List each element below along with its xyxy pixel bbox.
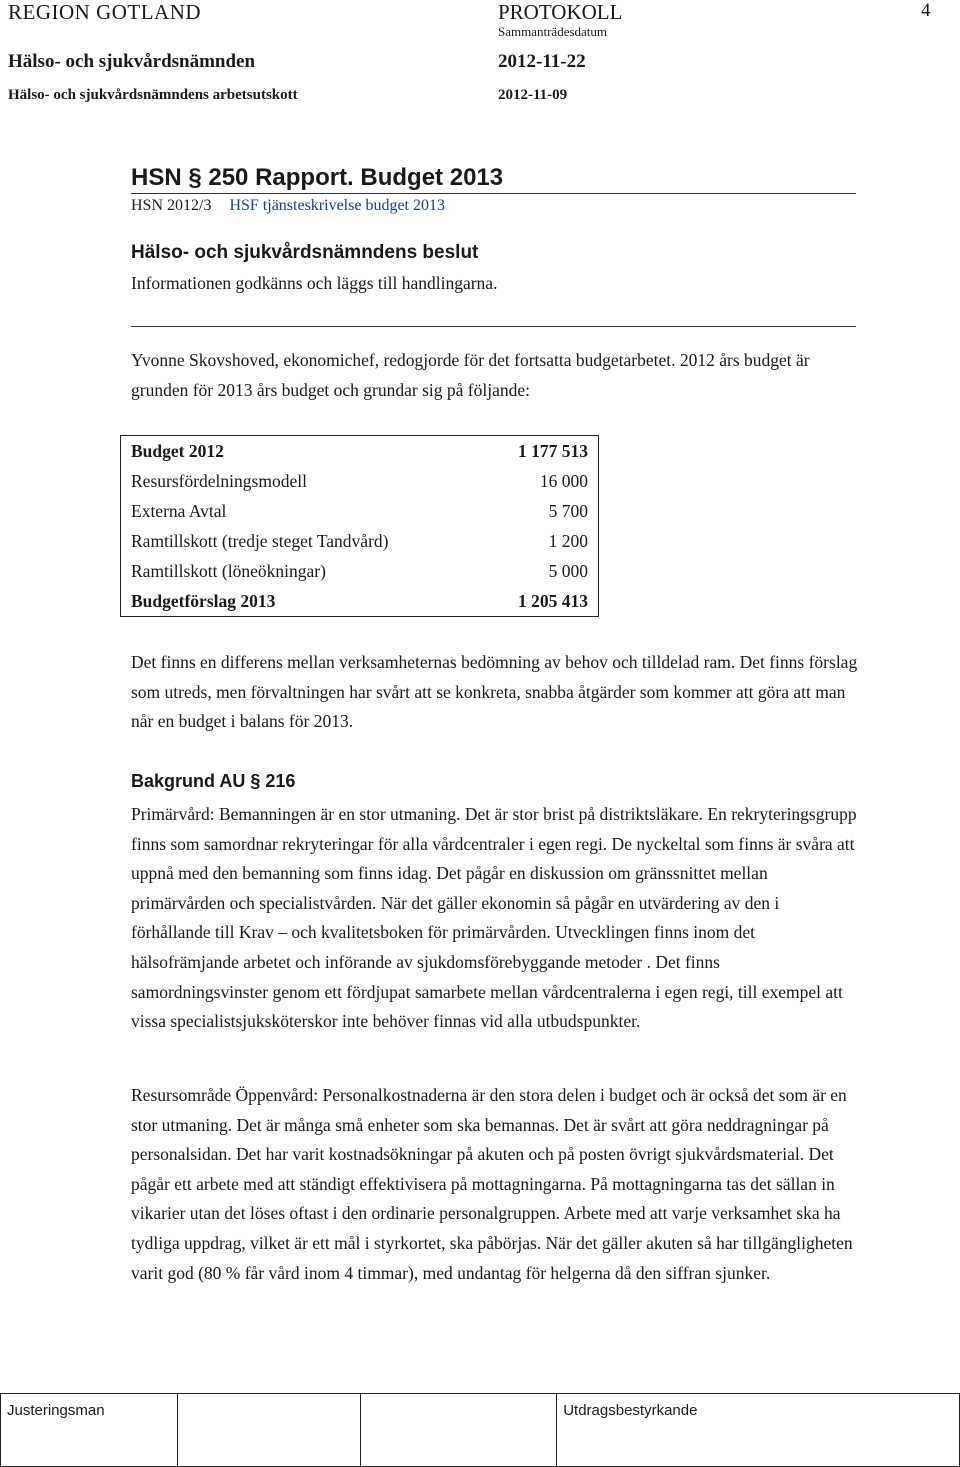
budget-item-amount: 16 000 — [539, 470, 588, 491]
budget-row — [121, 526, 599, 556]
footer-utdragsbestyrkande: Utdragsbestyrkande — [557, 1394, 960, 1467]
open-care-paragraph: Resursområde Öppenvård: Personalkostnaderna är den stora delen i budget och är också det som är en stor utmaning. Det är många små enheter som ska bemannas. Det är svårt att göra neddragningar på personalsidan. Det har varit kostnadsökningar på akuten och på posten övrigt sjukvårdsmaterial. Det pågår ett arbete med att ständigt effektivisera på mottagningarna. På mottagningarna tas det sällan in vikarier utan det löses oftast i den ordinarie personalgruppen. Arbete med att varje verksamhet ska ha tydliga uppdrag, vilket är ett mål i styrkortet, ska påbörjas. När det gäller akuten så har tillgängligheten varit god (80 % får vård inom 4 timmar), med undantag för helgerna då den siffran sjunker. — [131, 1085, 853, 1283]
budget-row — [121, 586, 599, 617]
footer-justeringsman: Justeringsman — [1, 1394, 178, 1467]
header-committee-date: 2012-11-22 — [498, 51, 586, 72]
header-au-date: 2012-11-09 — [498, 87, 568, 103]
header-org: REGION GOTLAND — [8, 0, 202, 24]
background-heading: Bakgrund AU § 216 — [131, 771, 296, 791]
budget-row — [121, 496, 599, 526]
header-committee: Hälso- och sjukvårdsnämnden — [8, 51, 256, 72]
header-date-label: Sammanträdesdatum — [498, 24, 608, 39]
budget-item-label: Externa Avtal — [131, 500, 227, 521]
budget-item-label: Budgetförslag 2013 — [131, 590, 276, 611]
case-reference — [131, 197, 445, 215]
case-ref-number: HSN 2012/3 — [131, 197, 212, 214]
budget-item-amount: 1 177 513 — [518, 440, 588, 461]
primary-care-paragraph: Primärvård: Bemanningen är en stor utmaning. Det är stor brist på distriktsläkare. En rekryteringsgrupp finns som samordnar rekryteringar för alla vårdcentraler i egen regi. De nyckeltal som finns är svåra att uppnå med den bemanning som finns idag. Det pågår en diskussion om gränssnittet mellan primärvården och specialistvården. När det gäller ekonomin så pågår en utvärdering av den i förhållande till Krav – och kvalitetsboken för primärvården. Utvecklingen finns inom det hälsofrämjande arbetet och införande av sjukdomsförebyggande metoder . Det finns samordningsvinster genom ett fördjupat samarbete mellan vårdcentralerna i egen regi, till exempel att vissa specialistsjuksköterskor inte behöver finnas vid alla utbudspunkter. — [131, 804, 857, 1032]
signature-cell-2 — [360, 1394, 557, 1467]
header-doc-type: PROTOKOLL — [498, 0, 623, 24]
budget-item-amount: 5 000 — [548, 560, 588, 581]
decision-heading: Hälso- och sjukvårdsnämndens beslut — [131, 242, 479, 263]
intro-paragraph: Yvonne Skovshoved, ekonomichef, redogjorde för det fortsatta budgetarbetet. 2012 års budget är grunden för 2013 års budget och grundar sig på följande: — [131, 350, 810, 400]
difference-paragraph: Det finns en differens mellan verksamheternas bedömning av behov och tilldelad ram. Det finns förslag som utreds, men förvaltningen har svårt att se konkreta, snabba åtgärder som kommer att göra att man når en budget i balans för 2013. — [131, 652, 858, 732]
budget-item-label: Ramtillskott (löneökningar) — [131, 560, 326, 581]
title-divider — [131, 193, 856, 194]
budget-row — [121, 466, 599, 496]
case-ref-link[interactable]: HSF tjänsteskrivelse budget 2013 — [229, 197, 445, 214]
budget-row — [121, 556, 599, 586]
decision-text: Informationen godkänns och läggs till handlingarna. — [131, 273, 498, 293]
section-divider — [131, 326, 856, 327]
signature-footer — [0, 1393, 960, 1467]
budget-table — [120, 435, 599, 617]
case-title: HSN § 250 Rapport. Budget 2013 — [131, 164, 504, 191]
page-number: 4 — [921, 0, 931, 21]
budget-item-amount: 5 700 — [548, 500, 588, 521]
budget-item-label: Ramtillskott (tredje steget Tandvård) — [131, 530, 389, 551]
budget-item-label: Budget 2012 — [131, 440, 224, 461]
signature-cell-1 — [178, 1394, 360, 1467]
budget-item-amount: 1 205 413 — [518, 590, 588, 611]
budget-item-label: Resursfördelningsmodell — [131, 470, 307, 491]
budget-row — [121, 436, 599, 467]
budget-item-amount: 1 200 — [548, 530, 588, 551]
header-au: Hälso- och sjukvårdsnämndens arbetsutskott — [8, 87, 298, 103]
